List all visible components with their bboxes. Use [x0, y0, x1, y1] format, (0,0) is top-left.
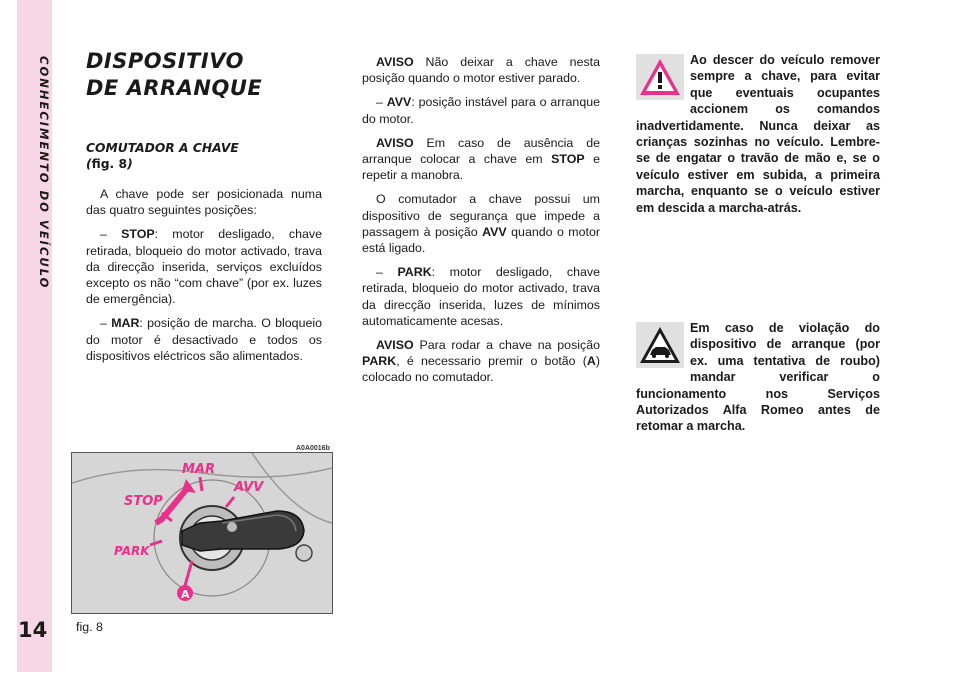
warning-block-1: Ao descer do veículo remover sempre a chave, para evitar que eventuais ocupantes accionem os comandos inadvertidamente. Nunca deixar as crianças sozinhas no veículo. Lembre-se de engatar o travão de mão e, se o veículo estiver em subida, a primeira marcha, enquanto se o veículo estiver em descida a marcha-atrás. — [636, 53, 880, 215]
page-title: DISPOSITIVO DE ARRANQUE — [86, 49, 263, 100]
warning-block-2: Em caso de violação do dispositivo de arranque (por ex. uma tentativa de roubo) mandar verificar o funcionamento nos Serviços Autorizados Alfa Romeo antes de retomar a marcha. — [636, 321, 880, 434]
figure-code: A0A0016b — [296, 445, 330, 452]
column-1 — [86, 186, 322, 372]
ignition-figure — [71, 452, 333, 614]
park-paragraph: – PARK: motor desligado, chave retirada, bloqueio do motor activado, trava da direcção inserida, luzes de mínimos automaticamente acesas. — [362, 265, 600, 328]
avv-paragraph: – AVV: posição instável para o arranque do motor. — [362, 95, 600, 126]
section-title: CONHECIMENTO DO VEÍCULO — [37, 56, 51, 290]
intro-paragraph: A chave pode ser posicionada numa das quatro seguintes posições: — [86, 187, 322, 218]
stop-paragraph: – STOP: motor desligado, chave retirada, bloqueio do motor activado, trava da direcção inserida, serviços excluídos excepto os não “com chave” (por ex. luzes de emergência). — [86, 227, 322, 307]
safety-paragraph: O comutador a chave possui um dispositivo de segurança que impede a passagem à posição AVV quando o motor está ligado. — [362, 192, 600, 256]
label-a: A — [181, 588, 190, 601]
label-stop: STOP — [124, 494, 163, 509]
label-avv: AVV — [234, 480, 264, 495]
label-mar: MAR — [182, 462, 216, 477]
aviso-1: AVISO Não deixar a chave nesta posição quando o motor estiver parado. — [362, 55, 600, 86]
figure-caption: fig. 8 — [76, 620, 103, 634]
page-number: 14 — [18, 618, 48, 642]
label-park: PARK — [114, 544, 150, 558]
section-subtitle: COMUTADOR A CHAVE (fig. 8) — [86, 141, 239, 171]
column-2 — [362, 54, 600, 394]
warning-triangle-icon — [636, 54, 684, 100]
aviso-3: AVISO Para rodar a chave na posição PARK, é necessario premir o botão (A) colocado no comutador. — [362, 338, 600, 385]
mar-paragraph: – MAR: posição de marcha. O bloqueio do motor é desactivado e todos os dispositivos eléctricos são alimentados. — [86, 316, 322, 363]
car-triangle-icon — [636, 322, 684, 368]
aviso-2: AVISO Em caso de ausência de arranque colocar a chave em STOP e repetir a manobra. — [362, 135, 600, 183]
